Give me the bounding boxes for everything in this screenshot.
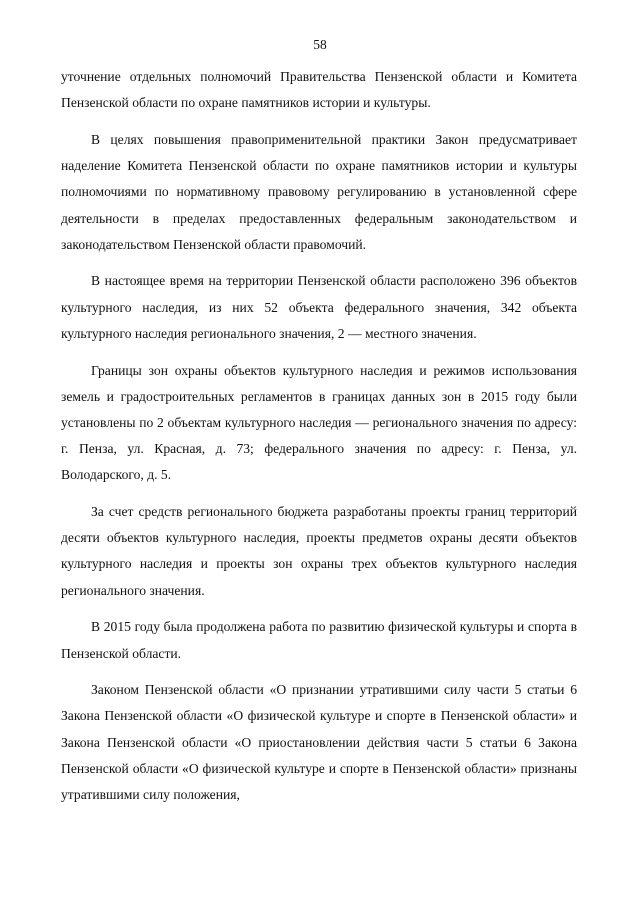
page-number: 58 bbox=[313, 37, 327, 52]
document-body bbox=[61, 64, 577, 819]
paragraph: В настоящее время на территории Пензенской области расположено 396 объектов культурного наследия, из них 52 объекта федерального значения, 342 объекта культурного наследия регионального значения, 2 — местного значения. bbox=[61, 273, 577, 341]
paragraph-last: Законом Пензенской области «О признании утратившими силу части 5 статьи 6 Закона Пензенской области «О физической культуре и спорте в Пензенской области» и Закона Пензенской области «О приостановлении действия части 5 статьи 6 Закона Пензенской области «О физической культуре и спорте в Пензенской области» признаны утратившими силу положения, bbox=[61, 682, 577, 803]
paragraph-continuation: уточнение отдельных полномочий Правительства Пензенской области и Комитета Пензенской области по охране памятников истории и культуры. bbox=[61, 69, 577, 111]
paragraph: Границы зон охраны объектов культурного наследия и режимов использования земель и градостроительных регламентов в границах данных зон в 2015 году были установлены по 2 объектам культурного наследия — регионального значения по адресу: г. Пенза, ул. Красная, д. 73; федерального значения по адресу: г. Пенза, ул. Володарского, д. 5. bbox=[61, 362, 577, 483]
paragraph: В целях повышения правоприменительной практики Закон предусматривает наделение Комитета Пензенской области по охране памятников истории и культуры полномочиями по нормативному правовому регулированию в установленной сфере деятельности в пределах предоставленных федеральным законодательством и законодательством Пензенской области правомочий. bbox=[61, 131, 577, 252]
paragraph: В 2015 году была продолжена работа по развитию физической культуры и спорта в Пензенской области. bbox=[61, 619, 577, 661]
paragraph: За счет средств регионального бюджета разработаны проекты границ территорий десяти объектов культурного наследия, проекты предметов охраны десяти объектов культурного наследия и проекты зон охраны трех объектов культурного наследия регионального значения. bbox=[61, 504, 577, 598]
